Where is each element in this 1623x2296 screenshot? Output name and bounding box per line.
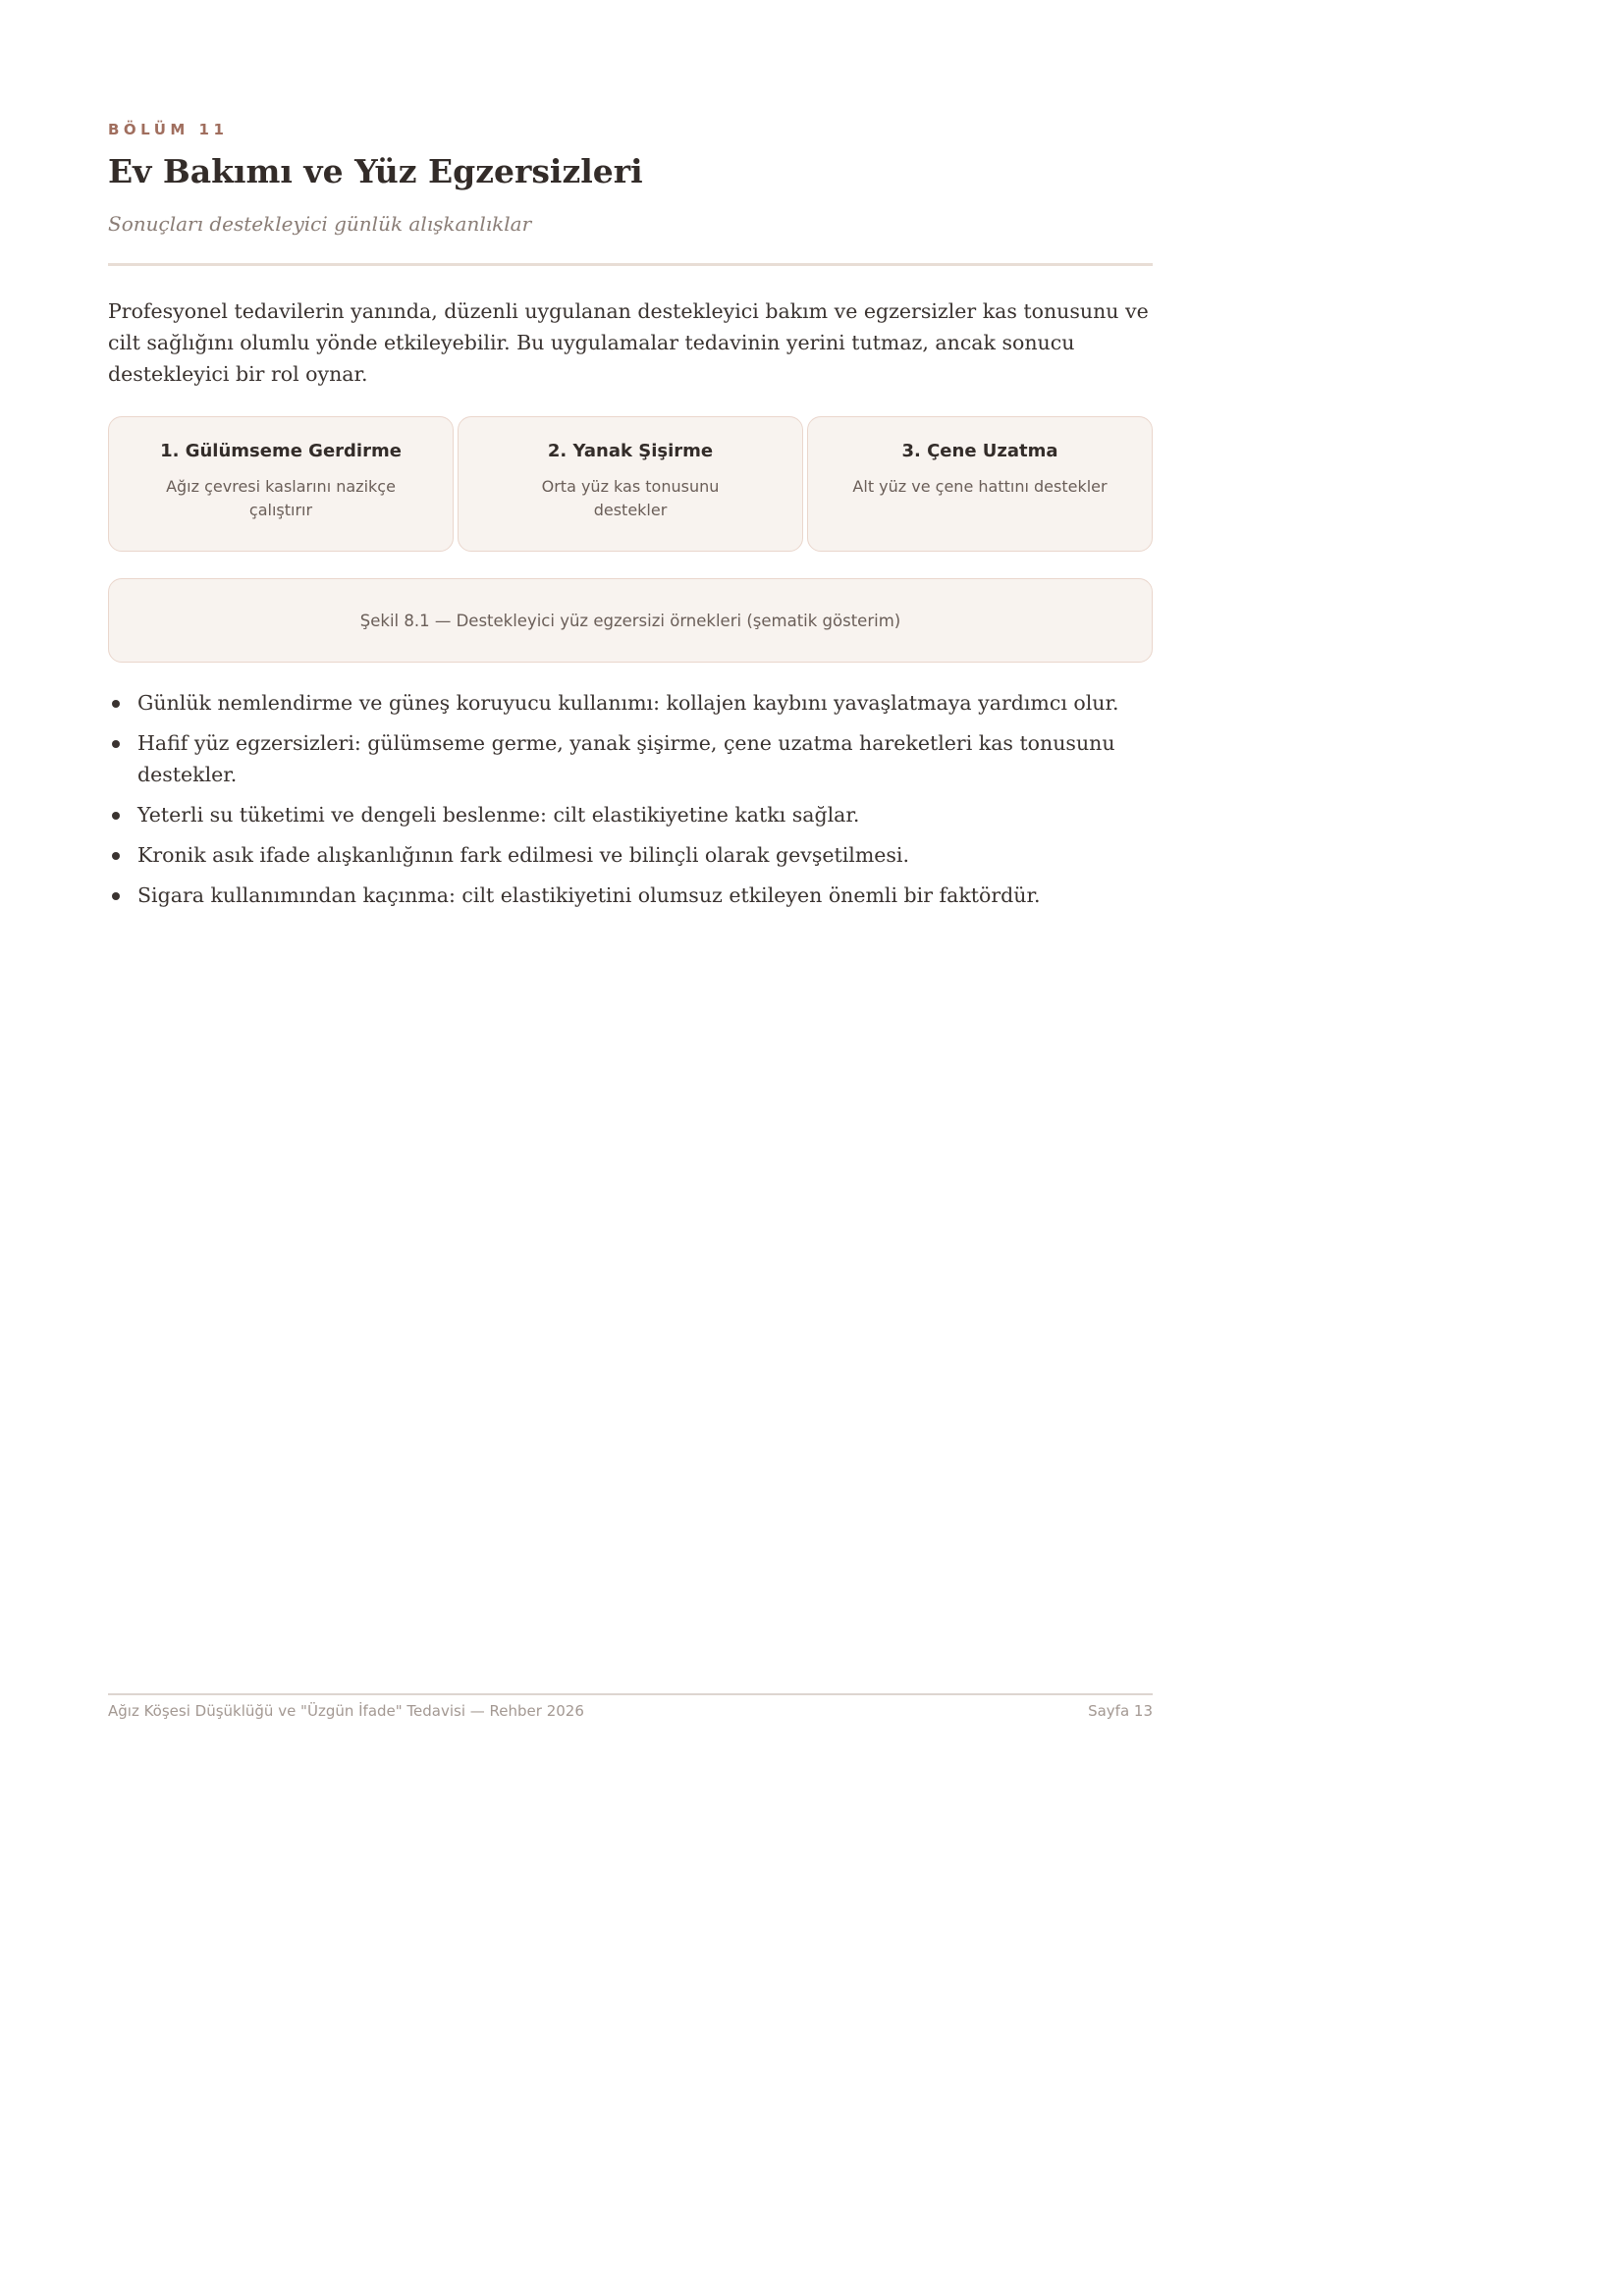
bullet-icon xyxy=(112,700,120,708)
list-item: Kronik asık ifade alışkanlığının fark edilmesi ve bilinçli olarak gevşetilmesi. xyxy=(108,839,1153,871)
footer-document-title: Ağız Köşesi Düşüklüğü ve "Üzgün İfade" Tedavisi — Rehber 2026 xyxy=(108,1702,584,1720)
exercise-card-title: 2. Yanak Şişirme xyxy=(547,441,714,461)
page-title: Ev Bakımı ve Yüz Egzersizleri xyxy=(108,152,643,190)
bullet-icon xyxy=(112,812,120,820)
exercise-card xyxy=(807,416,1153,552)
list-item: Hafif yüz egzersizleri: gülümseme germe, yanak şişirme, çene uzatma hareketleri kas tonusunu destekler. xyxy=(108,727,1153,790)
exercise-card-title: 1. Gülümseme Gerdirme xyxy=(160,441,402,461)
bullet-icon xyxy=(112,892,120,900)
page-subtitle: Sonuçları destekleyici günlük alışkanlıklar xyxy=(108,212,532,236)
footer-divider xyxy=(108,1693,1153,1695)
list-item: Yeterli su tüketimi ve dengeli beslenme: cilt elastikiyetine katkı sağlar. xyxy=(108,799,1153,830)
exercise-card-desc: Orta yüz kas tonusunu destekler xyxy=(541,477,720,519)
bullet-icon xyxy=(112,852,120,860)
exercise-card xyxy=(108,416,454,552)
figure-caption-box xyxy=(108,578,1153,663)
exercise-cards xyxy=(108,416,1153,554)
exercise-card-desc: Ağız çevresi kaslarını nazikçe çalıştırır xyxy=(166,477,396,519)
bullet-icon xyxy=(112,740,120,748)
exercise-card-desc: Alt yüz ve çene hattını destekler xyxy=(852,477,1108,496)
list-item: Sigara kullanımından kaçınma: cilt elastikiyetini olumsuz etkileyen önemli bir faktördür. xyxy=(108,880,1153,911)
figure-caption: Şekil 8.1 — Destekleyici yüz egzersizi örnekleri (şematik gösterim) xyxy=(359,611,901,630)
list-item: Günlük nemlendirme ve güneş koruyucu kullanımı: kollajen kaybını yavaşlatmaya yardımcı olur. xyxy=(108,687,1153,719)
footer-page-number: Sayfa 13 xyxy=(1088,1702,1153,1720)
tips-list xyxy=(108,687,1153,920)
intro-paragraph: Profesyonel tedavilerin yanında, düzenli uygulanan destekleyici bakım ve egzersizler kas tonusunu ve cilt sağlığını olumlu yönde etkileyebilir. Bu uygulamalar tedavinin yerini tutmaz, ancak sonucu destekleyici bir rol oynar. xyxy=(108,299,1149,386)
chapter-eyebrow: BÖLÜM 11 xyxy=(108,121,229,138)
title-divider xyxy=(108,263,1153,266)
exercise-card xyxy=(458,416,803,552)
exercise-card-title: 3. Çene Uzatma xyxy=(901,441,1058,461)
